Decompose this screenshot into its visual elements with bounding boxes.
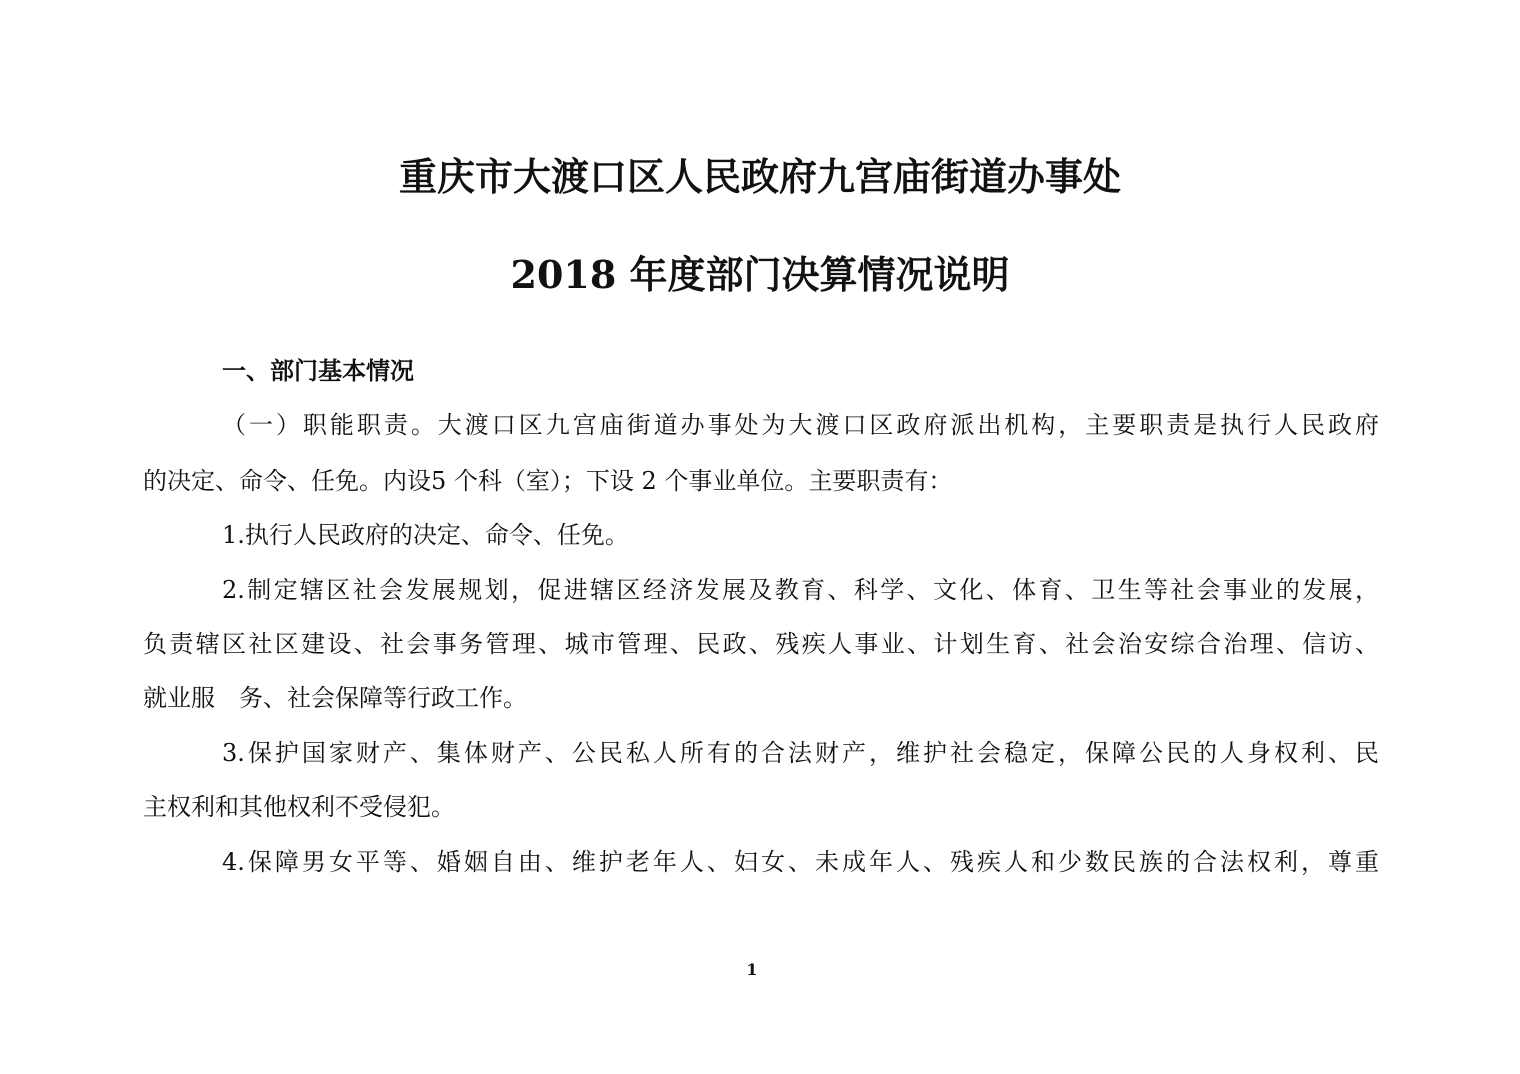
paragraph-line: 4.保障男女平等、婚姻自由、维护老年人、妇女、未成年人、残疾人和少数民族的合法权利，尊重	[222, 848, 1379, 876]
page-number: 1	[746, 960, 758, 979]
paragraph-line: 3.保护国家财产、集体财产、公民私人所有的合法财产，维护社会稳定，保障公民的人身权利、民	[222, 739, 1379, 767]
section-heading: 一、部门基本情况	[222, 357, 414, 385]
paragraph-line: （一）职能职责。大渡口区九宫庙街道办事处为大渡口区政府派出机构，主要职责是执行人民政府	[222, 411, 1379, 439]
paragraph-line: 就业服 务、社会保障等行政工作。	[143, 684, 527, 712]
paragraph-line: 的决定、命令、任免。内设5 个科（室）；下设 2 个事业单位。主要职责有：	[143, 467, 953, 495]
document-title-line-2: 2018 年度部门决算情况说明	[510, 252, 1010, 297]
paragraph-line: 1.执行人民政府的决定、命令、任免。	[222, 521, 629, 549]
paragraph-line: 主权利和其他权利不受侵犯。	[143, 793, 455, 821]
paragraph-line: 2.制定辖区社会发展规划，促进辖区经济发展及教育、科学、文化、体育、卫生等社会事业的发展，	[222, 576, 1379, 604]
document-title-line-1: 重庆市大渡口区人民政府九宫庙街道办事处	[398, 154, 1121, 199]
paragraph-line: 负责辖区社区建设、社会事务管理、城市管理、民政、残疾人事业、计划生育、社会治安综合治理、信访、	[143, 630, 1379, 658]
